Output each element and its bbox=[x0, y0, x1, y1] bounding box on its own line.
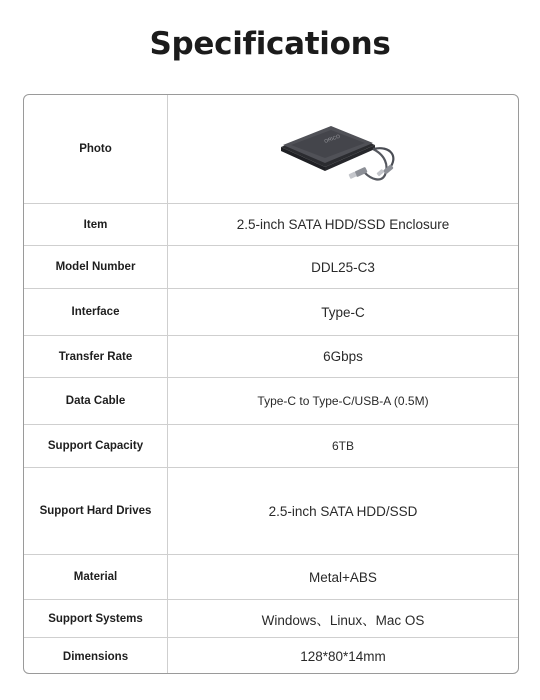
spec-value: 6Gbps bbox=[323, 349, 363, 364]
spec-row bbox=[24, 288, 518, 335]
spec-label: Photo bbox=[24, 95, 168, 203]
spec-label: Support Systems bbox=[24, 600, 168, 637]
spec-label: Item bbox=[24, 204, 168, 245]
spec-row-photo bbox=[24, 95, 518, 203]
spec-value: 2.5-inch SATA HDD/SSD bbox=[268, 503, 418, 519]
spec-row bbox=[24, 554, 518, 599]
spec-value bbox=[168, 95, 518, 203]
spec-label: Data Cable bbox=[24, 378, 168, 424]
spec-row bbox=[24, 424, 518, 467]
spec-value: 2.5-inch SATA HDD/SSD Enclosure bbox=[236, 217, 450, 232]
spec-label: Support Hard Drives bbox=[24, 468, 168, 554]
spec-row bbox=[24, 467, 518, 554]
spec-value: Type-C to Type-C/USB-A (0.5M) bbox=[257, 394, 429, 408]
spec-label: Material bbox=[24, 555, 168, 599]
spec-row bbox=[24, 335, 518, 377]
spec-value: 6TB bbox=[331, 439, 354, 453]
product-photo bbox=[273, 105, 413, 193]
spec-value: Metal+ABS bbox=[309, 569, 377, 585]
spec-value: DDL25-C3 bbox=[311, 259, 375, 275]
spec-row bbox=[24, 377, 518, 424]
spec-label: Transfer Rate bbox=[24, 336, 168, 377]
page-title: Specifications bbox=[149, 26, 391, 62]
spec-label: Support Capacity bbox=[24, 425, 168, 467]
spec-label: Interface bbox=[24, 289, 168, 335]
spec-table bbox=[23, 94, 519, 674]
spec-value: Windows、Linux、Mac OS bbox=[261, 612, 425, 628]
spec-value: 128*80*14mm bbox=[300, 649, 386, 664]
spec-row bbox=[24, 637, 518, 674]
spec-row bbox=[24, 245, 518, 288]
spec-row bbox=[24, 599, 518, 637]
orico-logo: ORICO bbox=[323, 133, 342, 145]
enclosure-image bbox=[273, 105, 413, 193]
spec-label: Dimensions bbox=[24, 638, 168, 674]
spec-label: Model Number bbox=[24, 246, 168, 288]
spec-value: Type-C bbox=[321, 304, 365, 320]
spec-row bbox=[24, 203, 518, 245]
